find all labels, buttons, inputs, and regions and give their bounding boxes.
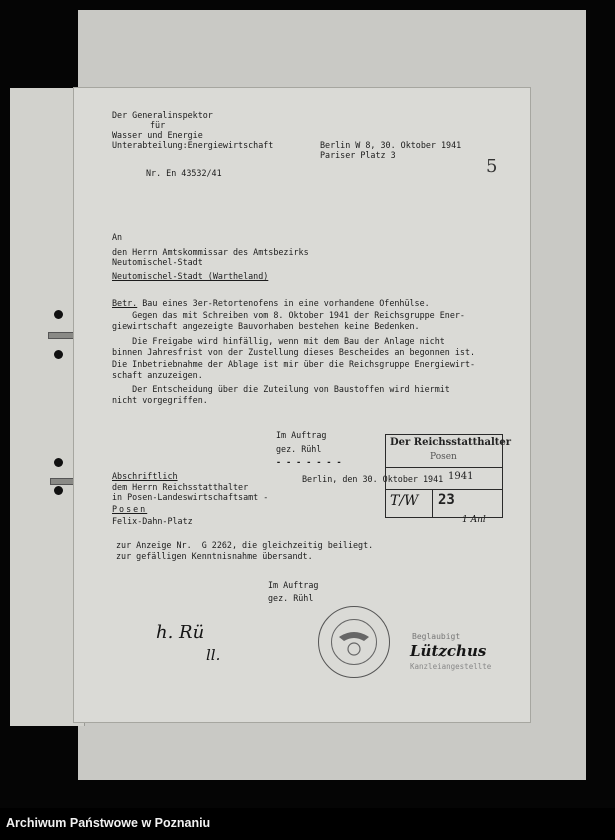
reference-number: Nr. En 43532/41 [146, 168, 222, 178]
received-stamp [385, 434, 512, 518]
archive-name: Archiwum Państwowe w Poznaniu [6, 816, 211, 830]
signature-auftrag: Im Auftrag [268, 580, 319, 590]
salutation: An [112, 232, 123, 242]
stamp-handwritten-mark: T/W [390, 493, 419, 509]
subject-text: Bau eines 3er-Retortenofens in eine vorhandene Ofenhülse. [137, 298, 430, 308]
letterhead-line: für [150, 120, 166, 130]
body-line: Gegen das mit Schreiben vom 8. Oktober 1941 der Reichsgruppe Ener- [112, 310, 465, 320]
body-line: nicht vorgegriffen. [112, 395, 208, 405]
copy-label: Abschriftlich [112, 471, 178, 481]
recipient-line: den Herrn Amtskommissar des Amtsbezirks [112, 247, 309, 257]
beglaubigt-title: Kanzleiangestellte [410, 662, 492, 671]
letterhead-line: Der Generalinspektor [112, 110, 213, 120]
punch-hole [54, 458, 63, 467]
body-line: binnen Jahresfrist von der Zustellung dieses Bescheides an begonnen ist. [112, 347, 476, 357]
stamp-year: 1941 [448, 471, 474, 482]
dateline: Berlin W 8, 30. Oktober 1941 [320, 140, 462, 150]
copy-city: Posen [112, 504, 148, 514]
stamp-number: 23 [438, 492, 455, 508]
signature-name: gez. Rühl [268, 593, 314, 603]
copy-street: Felix-Dahn-Platz [112, 516, 193, 526]
letterhead-line: Wasser und Energie [112, 130, 203, 140]
handwritten-initials: ll. [206, 646, 221, 664]
signature-auftrag: Im Auftrag [276, 430, 327, 440]
signature-name: gez. Rühl [276, 444, 322, 454]
handwritten-initials: h. Rü [156, 622, 205, 643]
body-line: giewirtschaft angezeigte Bauvorhaben bestehen keine Bedenken. [112, 321, 420, 331]
archive-footer [0, 808, 615, 840]
signature-divider: - - - - - - - [276, 457, 342, 467]
punch-hole [54, 350, 63, 359]
recipient-line: Neutomischel-Stadt [112, 257, 203, 267]
stamp-title: Der Reichsstatthalter [390, 437, 512, 448]
body-line: Die Inbetriebnahme der Ablage ist mir über die Reichsgruppe Energiewirt- [112, 359, 476, 369]
handwritten-margin-note: 1 Anl [462, 515, 486, 525]
copy-date: Berlin, den 30. Oktober 1941 [302, 474, 444, 484]
address: Pariser Platz 3 [320, 150, 396, 160]
copy-note: zur Anzeige Nr. G 2262, die gleichzeitig beiliegt. [116, 540, 374, 550]
subject-label: Betr. [112, 298, 138, 308]
page-number: 5 [486, 156, 498, 177]
stamp-rule [386, 489, 502, 490]
recipient-line: Neutomischel-Stadt (Wartheland) [112, 271, 269, 281]
body-line: schaft anzuzeigen. [112, 370, 203, 380]
letterhead-line: Unterabteilung:Energiewirtschaft [112, 140, 274, 150]
official-seal [318, 606, 390, 678]
stamp-rule [386, 467, 502, 468]
copy-recipient-line: in Posen-Landeswirtschaftsamt - [112, 492, 269, 502]
stamp-divider [432, 489, 433, 517]
eagle-emblem-icon [319, 607, 389, 677]
letter-page [74, 88, 530, 722]
subject-line [112, 298, 430, 308]
beglaubigt-label: Beglaubigt [412, 632, 461, 641]
stamp-city: Posen [430, 452, 457, 462]
body-line: Der Entscheidung über die Zuteilung von Baustoffen wird hiermit [112, 384, 450, 394]
copy-recipient-line: dem Herrn Reichsstatthalter [112, 482, 249, 492]
punch-hole [54, 486, 63, 495]
body-line: Die Freigabe wird hinfällig, wenn mit dem Bau der Anlage nicht [112, 336, 445, 346]
copy-note: zur gefälligen Kenntnisnahme übersandt. [116, 551, 313, 561]
handwritten-signature: Lützchus [410, 642, 487, 660]
punch-hole [54, 310, 63, 319]
